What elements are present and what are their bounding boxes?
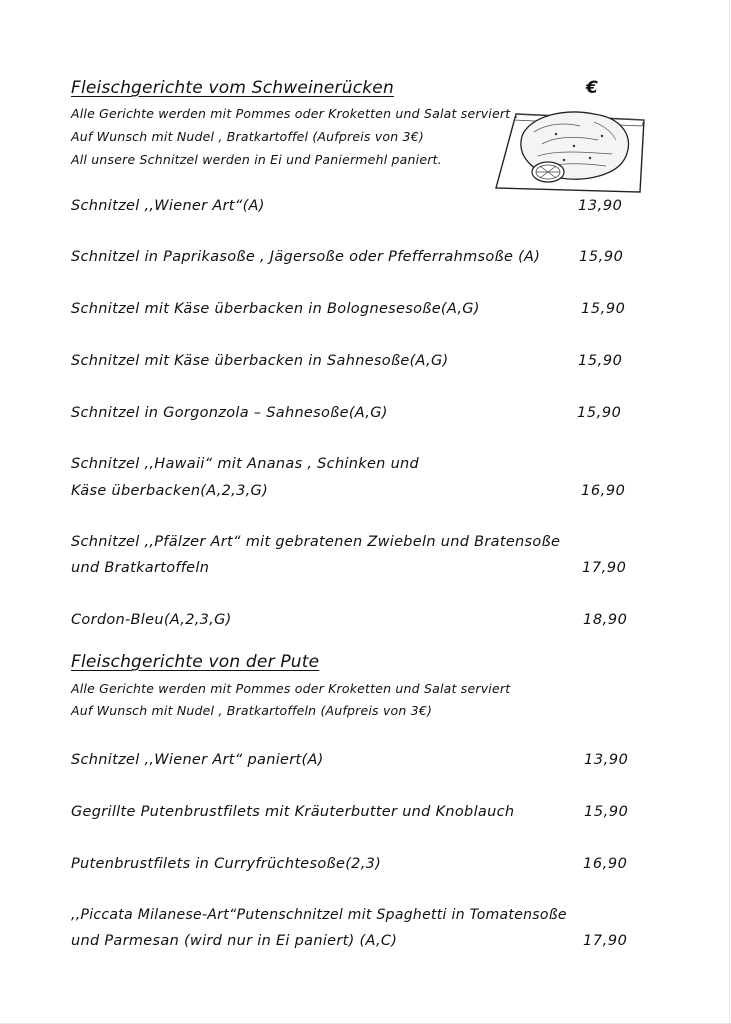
menu-item-name: ,,Piccata Milanese-Art“Putenschnitzel mit Spaghetti in Tomatensoße xyxy=(71,907,567,923)
section-note: Auf Wunsch mit Nudel , Bratkartoffeln (Aufpreis von 3€) xyxy=(71,703,433,718)
menu-item-price: 17,90 xyxy=(583,933,628,949)
menu-item-name-continued: und Parmesan (wird nur in Ei paniert) (A,C) xyxy=(71,933,398,949)
menu-item-price: 15,90 xyxy=(579,249,624,265)
section-note: All unsere Schnitzel werden in Ei und Paniermehl paniert. xyxy=(71,152,442,167)
menu-item-name: Schnitzel ,,Pfälzer Art“ mit gebratenen Zwiebeln und Bratensoße xyxy=(71,534,561,550)
section-note: Alle Gerichte werden mit Pommes oder Kroketten und Salat serviert . xyxy=(71,106,519,121)
menu-item-price: 13,90 xyxy=(578,198,623,214)
menu-item-price: 15,90 xyxy=(577,405,622,421)
menu-item-name: Schnitzel mit Käse überbacken in Sahnesoße(A,G) xyxy=(71,353,449,369)
menu-item-price: 17,90 xyxy=(582,560,627,576)
menu-item-name: Gegrillte Putenbrustfilets mit Kräuterbutter und Knoblauch xyxy=(71,804,515,820)
menu-item-name: Cordon-Bleu(A,2,3,G) xyxy=(71,612,232,628)
menu-item-name-continued: und Bratkartoffeln xyxy=(71,560,210,576)
menu-item-name: Schnitzel in Paprikasoße , Jägersoße oder Pfefferrahmsoße (A) xyxy=(71,249,541,265)
menu-item-price: 15,90 xyxy=(578,353,623,369)
menu-item-name: Putenbrustfilets in Curryfrüchtesoße(2,3) xyxy=(71,856,382,872)
menu-item-name: Schnitzel in Gorgonzola – Sahnesoße(A,G) xyxy=(71,405,388,421)
menu-item-name: Schnitzel ,,Hawaii“ mit Ananas , Schinken und xyxy=(71,456,420,472)
section-note: Auf Wunsch mit Nudel , Bratkartoffel (Aufpreis von 3€) xyxy=(71,129,424,144)
currency-header: € xyxy=(586,78,598,98)
menu-item-name: Schnitzel ,,Wiener Art“(A) xyxy=(71,198,265,214)
menu-item-name-continued: Käse überbacken(A,2,3,G) xyxy=(71,483,269,499)
menu-item-price: 15,90 xyxy=(584,804,629,820)
page-edge-right xyxy=(729,0,730,1024)
menu-item-price: 16,90 xyxy=(583,856,628,872)
menu-item-price: 16,90 xyxy=(581,483,626,499)
menu-item-price: 15,90 xyxy=(581,301,626,317)
menu-item-name: Schnitzel mit Käse überbacken in Bolognesesoße(A,G) xyxy=(71,301,480,317)
section-title-schweineruecken: Fleischgerichte vom Schweinerücken xyxy=(71,78,394,98)
menu-item-price: 18,90 xyxy=(583,612,628,628)
schnitzel-plate-icon xyxy=(494,96,646,196)
section-title-pute: Fleischgerichte von der Pute xyxy=(71,652,320,672)
section-note: Alle Gerichte werden mit Pommes oder Kroketten und Salat serviert xyxy=(71,681,511,696)
menu-item-price: 13,90 xyxy=(584,752,629,768)
menu-item-name: Schnitzel ,,Wiener Art“ paniert(A) xyxy=(71,752,324,768)
